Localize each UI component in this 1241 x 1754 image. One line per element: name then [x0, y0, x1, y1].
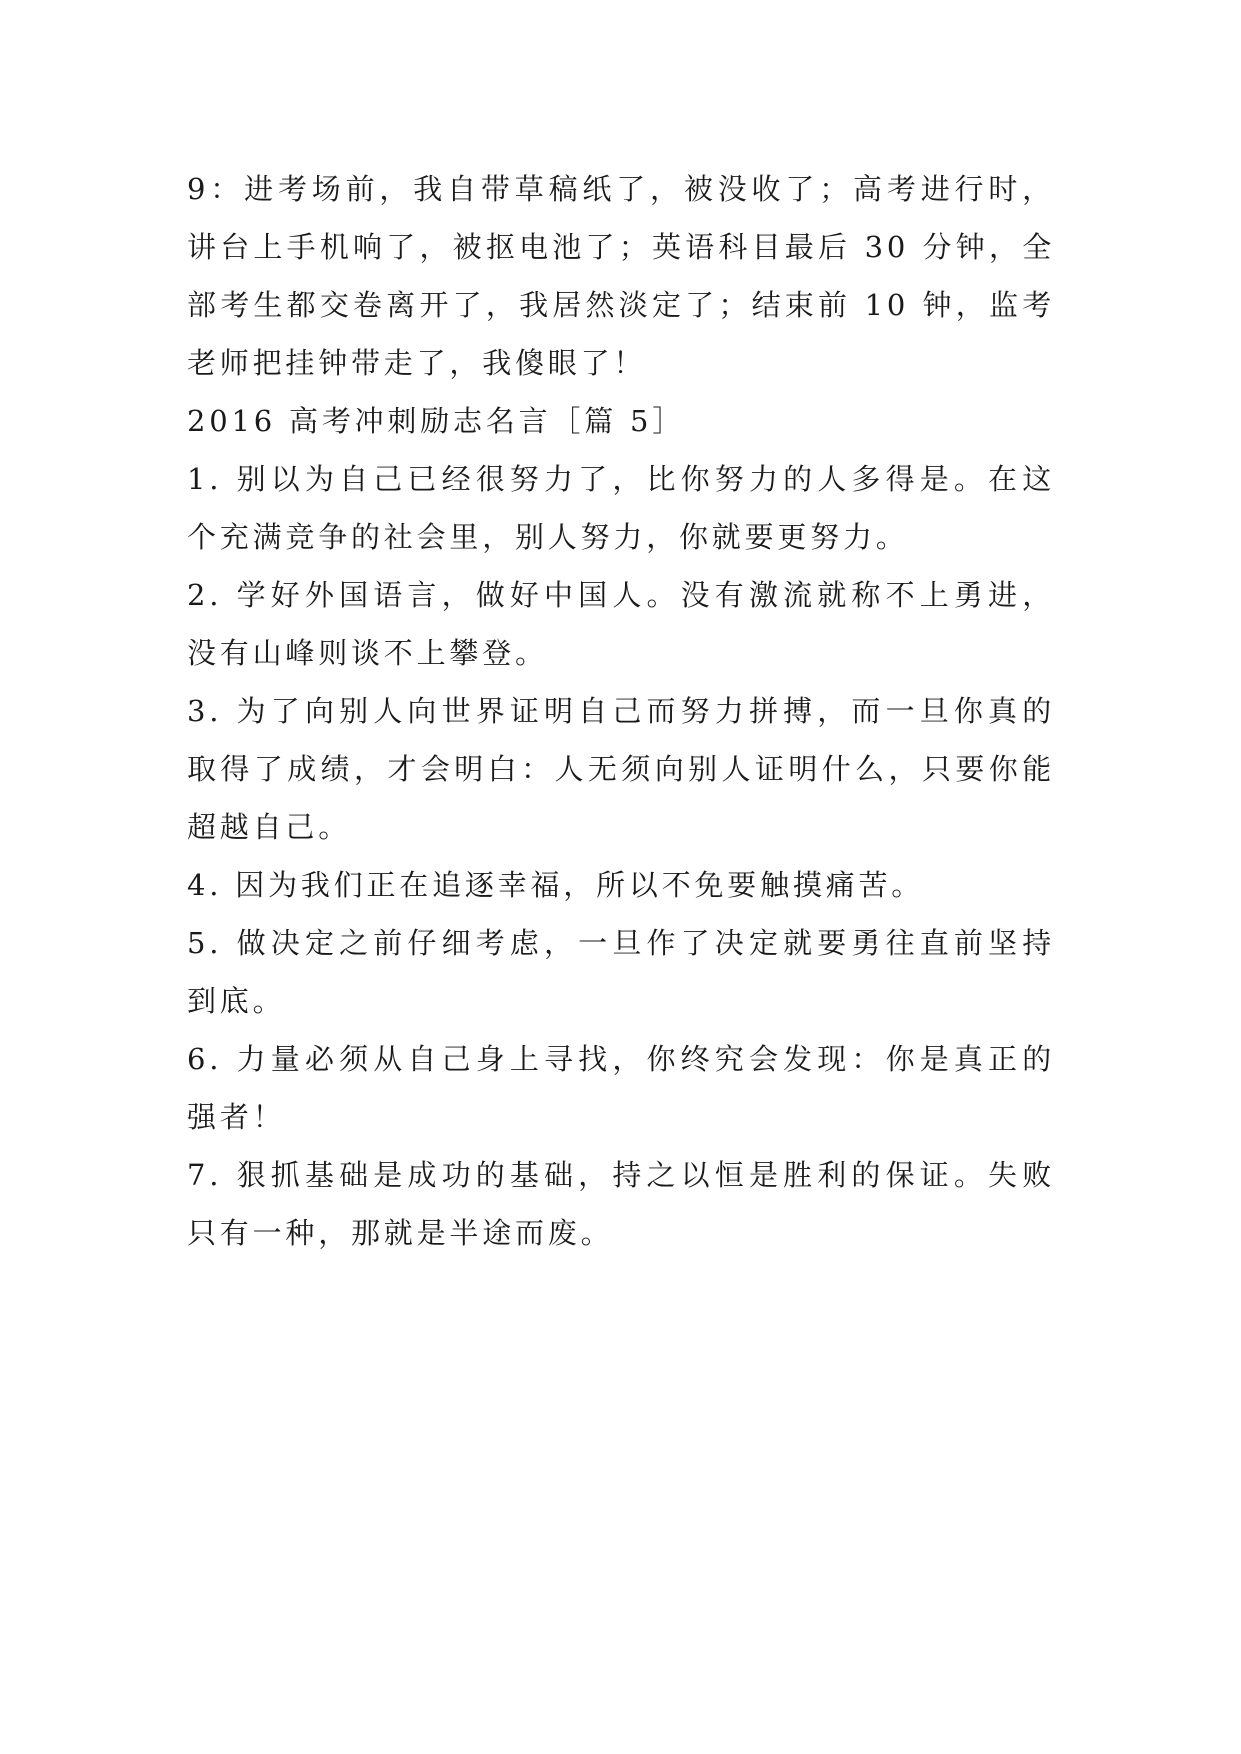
- section-heading: 2016 高考冲刺励志名言［篇 5］: [187, 404, 686, 438]
- list-item: 6. 力量必须从自己身上寻找，你终究会发现：你是真正的强者！: [187, 1042, 1055, 1134]
- list-item: 7. 狠抓基础是成功的基础，持之以恒是胜利的保证。失败只有一种，那就是半途而废。: [187, 1158, 1055, 1250]
- list-item: 1. 别以为自己已经很努力了，比你努力的人多得是。在这个充满竞争的社会里，别人努力，你就要更努力。: [187, 462, 1055, 554]
- list-item: 2. 学好外国语言，做好中国人。没有激流就称不上勇进，没有山峰则谈不上攀登。: [187, 578, 1055, 670]
- list-item: 3. 为了向别人向世界证明自己而努力拼搏，而一旦你真的取得了成绩，才会明白：人无须向别人证明什么，只要你能超越自己。: [187, 694, 1055, 844]
- list-item: 4. 因为我们正在追逐幸福，所以不免要触摸痛苦。: [187, 868, 925, 902]
- intro-paragraph: 9：进考场前，我自带草稿纸了，被没收了；高考进行时，讲台上手机响了，被抠电池了；英语科目最后 30 分钟，全部考生都交卷离开了，我居然淡定了；结束前 10 钟，监考老师把挂钟带走了，我傻眼了！: [187, 172, 1055, 380]
- document-body: [187, 160, 1055, 1262]
- list-item: 5. 做决定之前仔细考虑，一旦作了决定就要勇往直前坚持到底。: [187, 926, 1055, 1018]
